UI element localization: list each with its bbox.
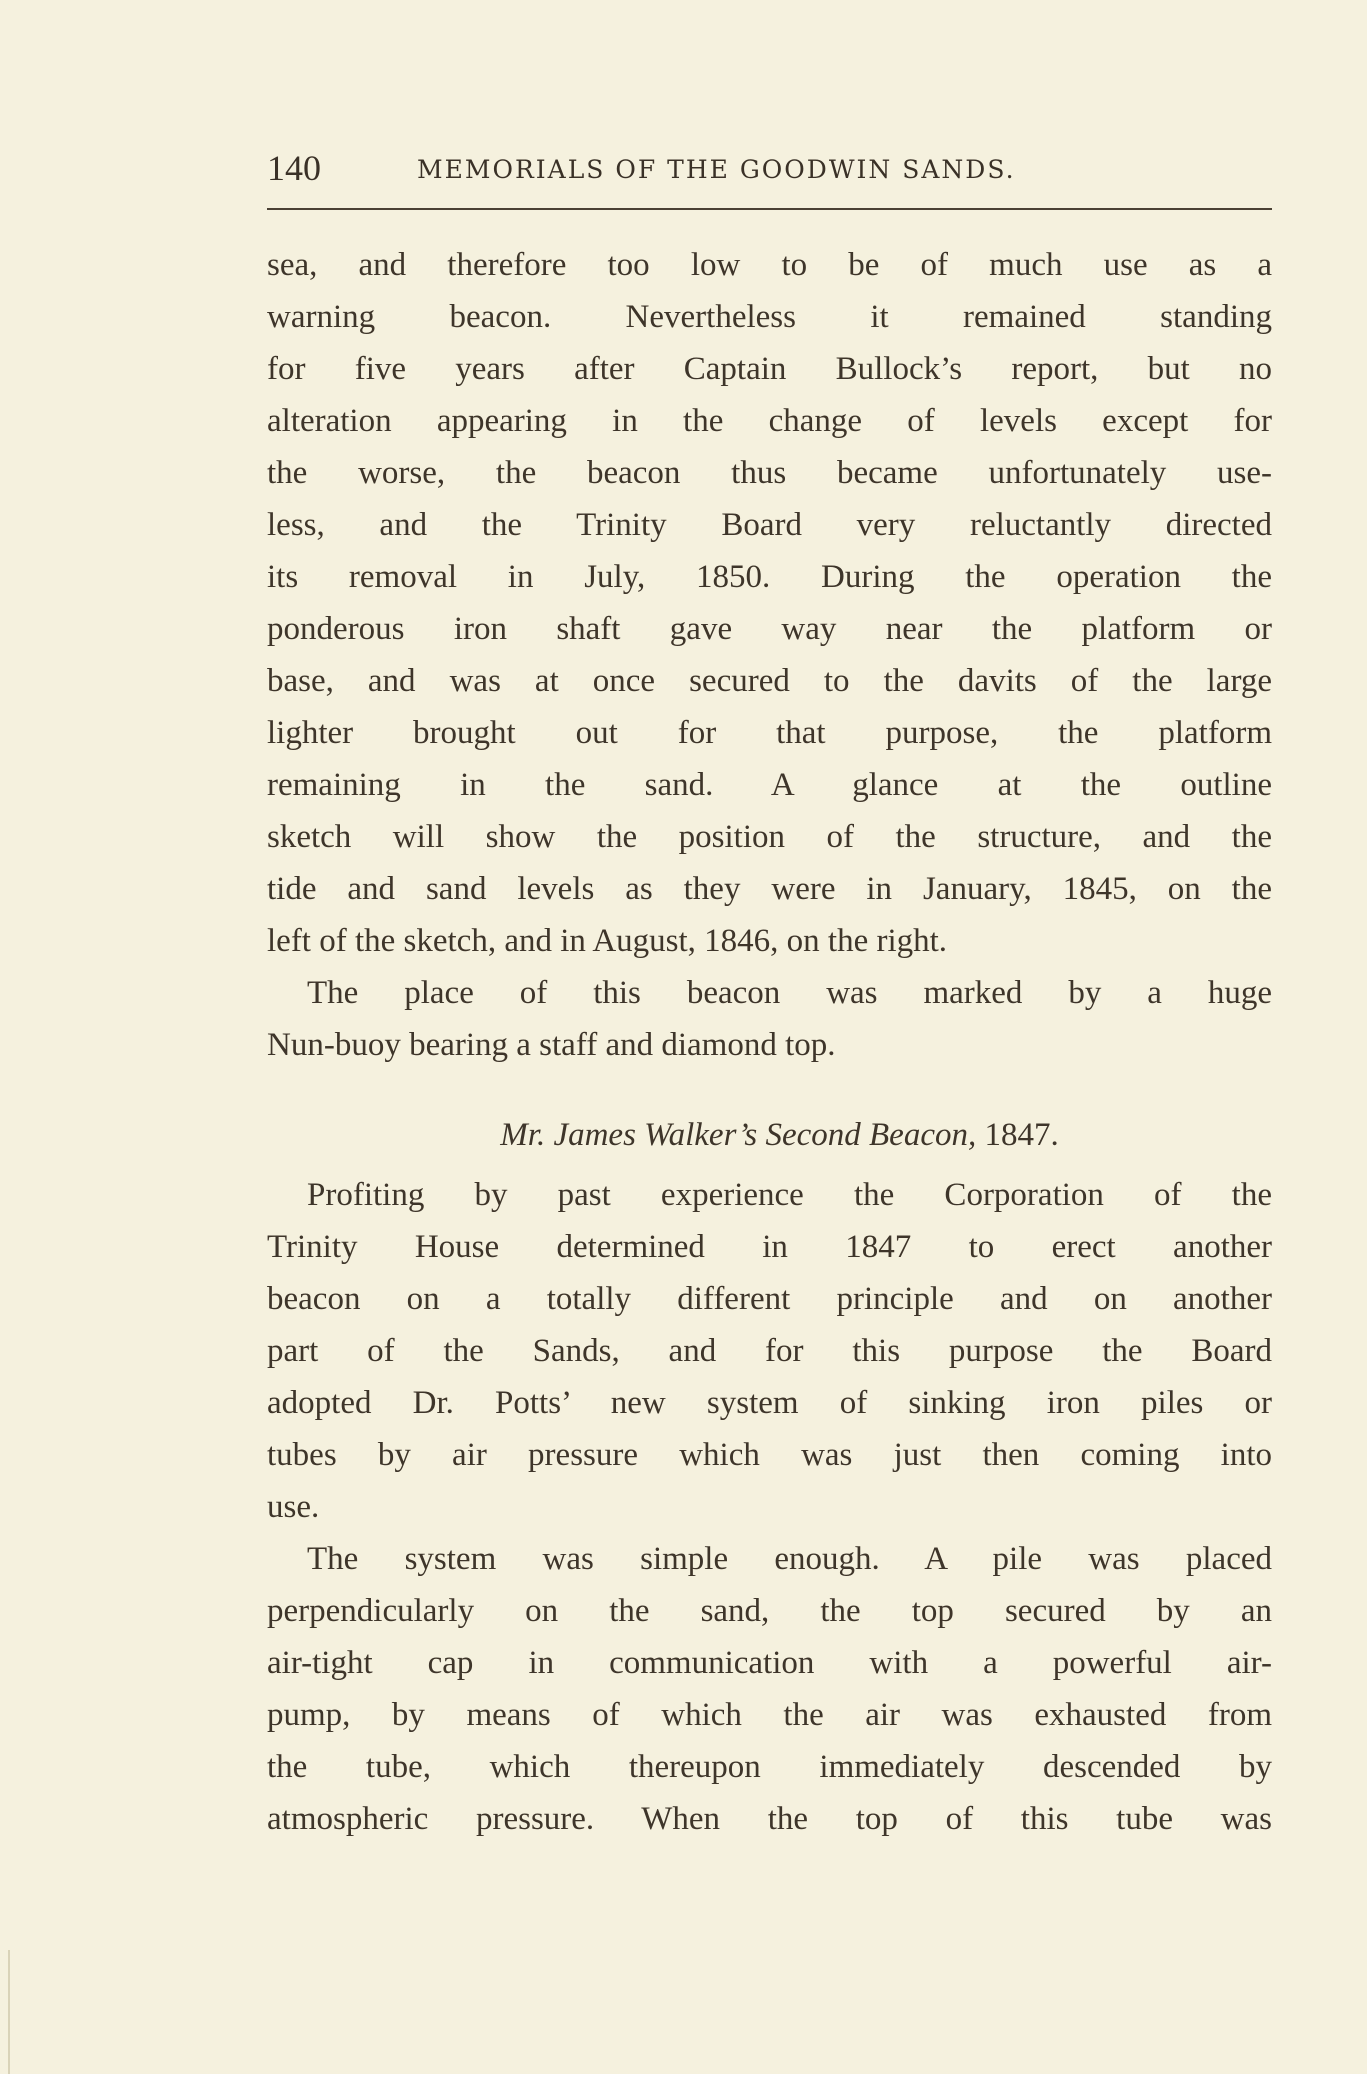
text-line: use.: [267, 1489, 320, 1525]
running-header: [267, 146, 1275, 190]
section-heading: [267, 1109, 1272, 1161]
running-title: MEMORIALS OF THE GOODWIN SANDS.: [417, 155, 1016, 184]
paragraph-4: [267, 1533, 1272, 1845]
text-line: sea, and therefore too low to be of much use as a: [267, 247, 1272, 283]
paragraph-2: [267, 967, 1272, 1071]
text-line: alteration appearing in the change of levels except for: [267, 403, 1272, 439]
text-line: Profiting by past experience the Corporation of the: [307, 1177, 1272, 1213]
text-line: air-tight cap in communication with a powerful air-: [267, 1645, 1272, 1681]
section-heading-year: 1847.: [976, 1117, 1059, 1153]
text-line: tubes by air pressure which was just then coming into: [267, 1437, 1272, 1473]
text-line: perpendicularly on the sand, the top secured by an: [267, 1593, 1272, 1629]
text-line: for five years after Captain Bullock’s report, but no: [267, 351, 1272, 387]
page-number: 140: [267, 148, 321, 188]
page-edge: [8, 1950, 10, 2074]
text-line: lighter brought out for that purpose, the platform: [267, 715, 1272, 751]
text-line: Trinity House determined in 1847 to erect another: [267, 1229, 1272, 1265]
text-line: sketch will show the position of the structure, and the: [267, 819, 1272, 855]
header-rule: [267, 208, 1272, 210]
text-line: beacon on a totally different principle and on another: [267, 1281, 1272, 1317]
text-line: base, and was at once secured to the davits of the large: [267, 663, 1272, 699]
text-line: the worse, the beacon thus became unfortunately use-: [267, 455, 1272, 491]
text-line: tide and sand levels as they were in January, 1845, on the: [267, 871, 1272, 907]
text-line: ponderous iron shaft gave way near the platform or: [267, 611, 1272, 647]
paragraph-3: [267, 1169, 1272, 1533]
text-line: The place of this beacon was marked by a huge: [307, 975, 1272, 1011]
text-line: remaining in the sand. A glance at the outline: [267, 767, 1272, 803]
text-line: its removal in July, 1850. During the operation the: [267, 559, 1272, 595]
text-line: warning beacon. Nevertheless it remained standing: [267, 299, 1272, 335]
text-line: part of the Sands, and for this purpose the Board: [267, 1333, 1272, 1369]
text-line: adopted Dr. Potts’ new system of sinking iron piles or: [267, 1385, 1272, 1421]
text-line: The system was simple enough. A pile was placed: [307, 1541, 1272, 1577]
page-body: [267, 239, 1272, 1845]
text-line: pump, by means of which the air was exhausted from: [267, 1697, 1272, 1733]
text-line: less, and the Trinity Board very reluctantly directed: [267, 507, 1272, 543]
text-line: atmospheric pressure. When the top of this tube was: [267, 1801, 1272, 1837]
section-heading-title: Mr. James Walker’s Second Beacon,: [500, 1117, 977, 1153]
text-line: the tube, which thereupon immediately descended by: [267, 1749, 1272, 1785]
text-line: left of the sketch, and in August, 1846, on the right.: [267, 923, 948, 959]
paragraph-1: [267, 239, 1272, 967]
text-line: Nun-buoy bearing a staff and diamond top.: [267, 1027, 836, 1063]
